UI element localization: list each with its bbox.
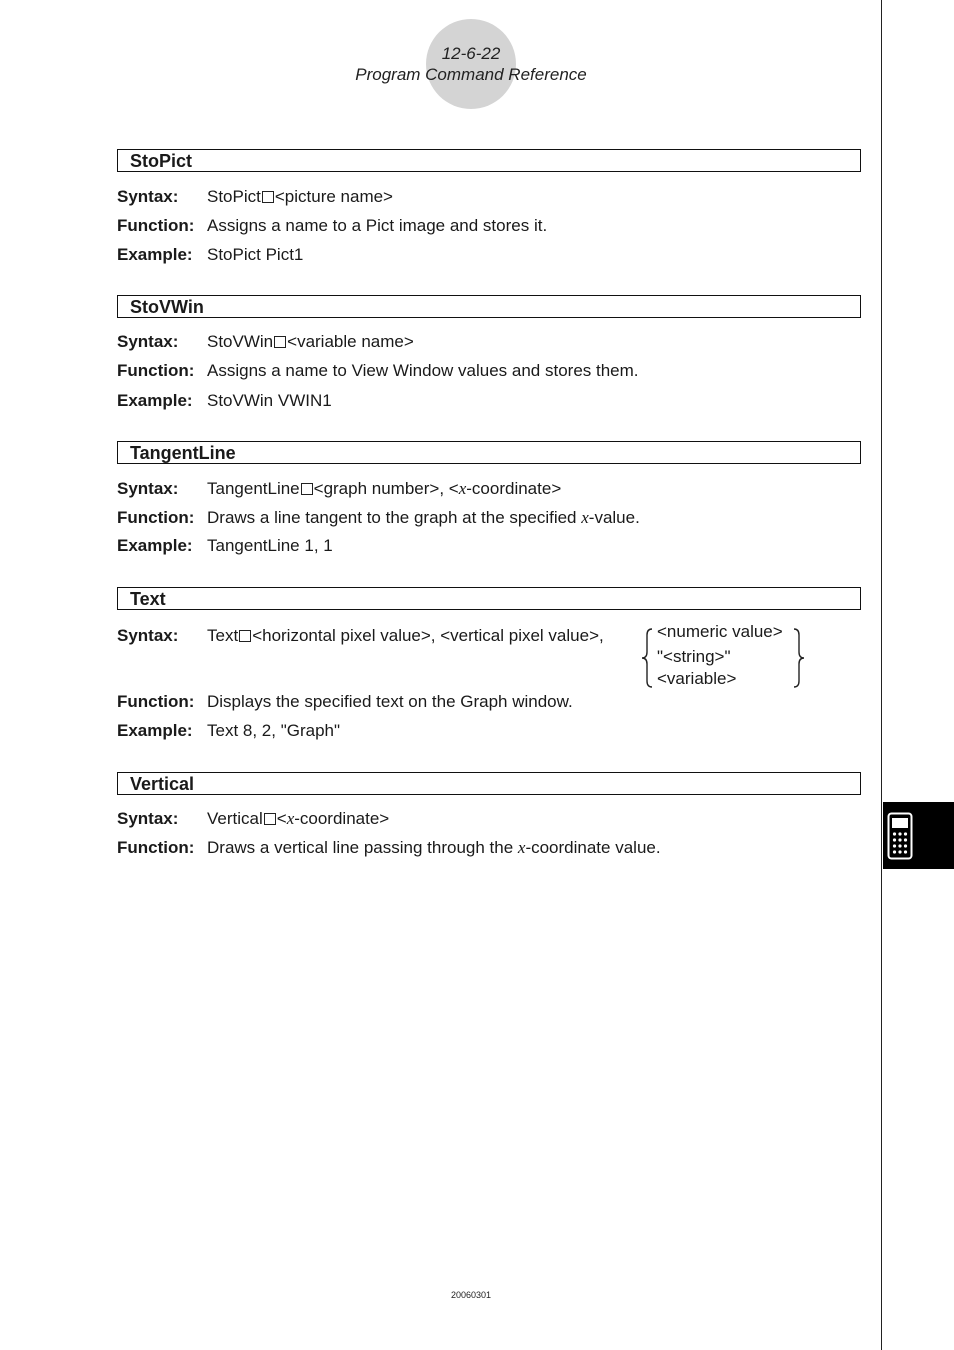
calculator-icon [887, 812, 913, 860]
footer-code: 20060301 [450, 1290, 492, 1300]
syntax-label: Syntax: [117, 809, 179, 828]
example-label: Example: [117, 245, 193, 264]
option-numeric-value: <numeric value> [657, 622, 783, 641]
function-text: Displays the specified text on the Graph window. [207, 692, 573, 711]
function-label: Function: [117, 838, 195, 857]
syntax-value [207, 331, 414, 353]
syntax-label: Syntax: [117, 479, 179, 498]
function-text: Assigns a name to View Window values and stores them. [207, 361, 639, 380]
space-symbol-icon [274, 336, 286, 348]
function-text-start: Draws a line tangent to the graph at the specified [207, 508, 582, 527]
example-text: Text 8, 2, "Graph" [207, 721, 341, 740]
x-variable: x [517, 838, 526, 857]
syntax-command: StoPict [207, 187, 261, 206]
section-header-vertical: Vertical [117, 772, 861, 795]
page-number-badge [426, 19, 516, 109]
syntax-argument: < [276, 809, 287, 828]
example-text: TangentLine 1, 1 [207, 536, 333, 555]
syntax-argument: <graph number>, < [313, 479, 459, 498]
syntax-argument: <picture name> [274, 187, 393, 206]
right-brace-icon [790, 627, 806, 689]
function-label: Function: [117, 361, 195, 380]
syntax-argument: <variable name> [287, 332, 414, 351]
syntax-command: StoVWin [207, 332, 274, 351]
function-text-end: -coordinate value. [525, 838, 661, 857]
syntax-command: Text [207, 626, 239, 645]
function-text [207, 837, 661, 859]
syntax-argument-end: -coordinate> [466, 479, 562, 498]
section-header-tangentline: TangentLine [117, 441, 861, 464]
example-text: StoVWin VWIN1 [207, 391, 332, 410]
syntax-value [207, 625, 604, 647]
function-text [207, 507, 640, 529]
syntax-argument: <horizontal pixel value>, <vertical pixel value>, [252, 626, 604, 645]
function-text-end: -value. [588, 508, 640, 527]
syntax-label: Syntax: [117, 187, 179, 206]
x-variable: x [581, 508, 589, 527]
page-title: Program Command Reference [355, 65, 587, 84]
margin-rule [881, 0, 882, 1350]
syntax-command: TangentLine [207, 479, 300, 498]
function-label: Function: [117, 508, 195, 527]
syntax-value [207, 186, 393, 208]
section-header-text: Text [117, 587, 861, 610]
option-string: "<string>" [657, 647, 731, 666]
syntax-label: Syntax: [117, 626, 179, 645]
left-brace-icon [640, 627, 656, 689]
function-label: Function: [117, 216, 195, 235]
chapter-side-tab [883, 802, 954, 869]
function-text-start: Draws a vertical line passing through the [207, 838, 518, 857]
syntax-label: Syntax: [117, 332, 179, 351]
syntax-argument-end: -coordinate> [294, 809, 390, 828]
example-label: Example: [117, 536, 193, 555]
page-number: 12-6-22 [441, 44, 501, 63]
space-symbol-icon [262, 191, 274, 203]
space-symbol-icon [301, 483, 313, 495]
syntax-value [207, 478, 561, 500]
function-text: Assigns a name to a Pict image and stores it. [207, 216, 548, 235]
option-variable: <variable> [657, 669, 737, 688]
syntax-value [207, 808, 389, 830]
example-label: Example: [117, 721, 193, 740]
function-label: Function: [117, 692, 195, 711]
section-header-stopict: StoPict [117, 149, 861, 172]
example-text: StoPict Pict1 [207, 245, 304, 264]
section-header-stovwin: StoVWin [117, 295, 861, 318]
space-symbol-icon [239, 630, 251, 642]
syntax-command: Vertical [207, 809, 263, 828]
x-variable: x [458, 479, 467, 498]
x-variable: x [286, 809, 295, 828]
example-label: Example: [117, 391, 193, 410]
space-symbol-icon [264, 813, 276, 825]
